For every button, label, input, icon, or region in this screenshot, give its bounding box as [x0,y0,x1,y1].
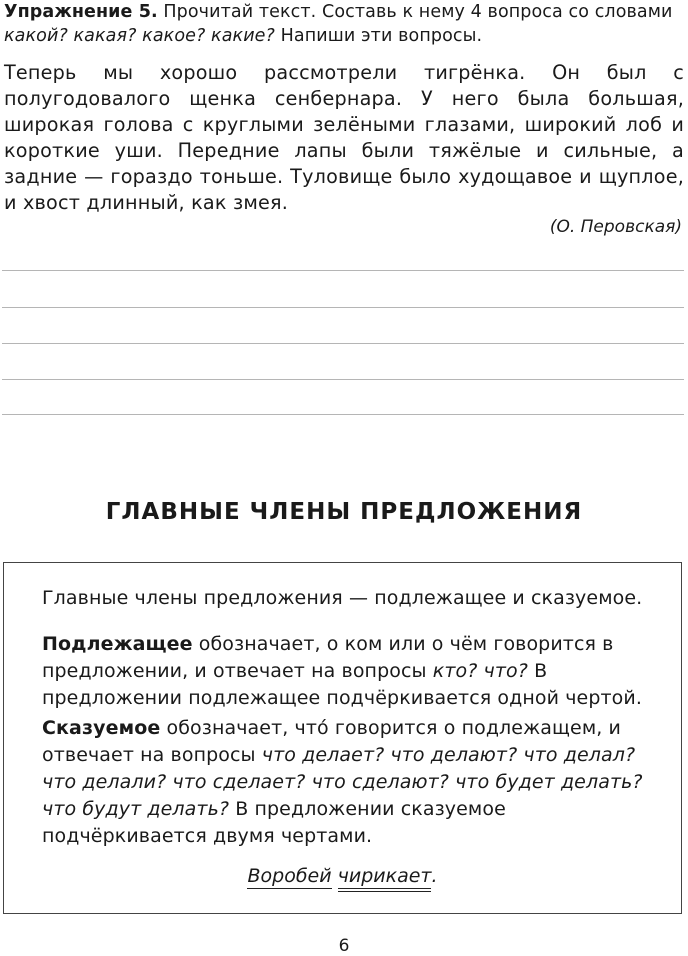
rule-subject [42,631,672,712]
exercise-instruction-end: Напиши эти вопросы. [274,26,483,46]
answer-line [2,379,684,380]
rule-intro: Главные члены предложения — подлежащее и сказуемое. [42,587,643,609]
answer-line [2,270,684,271]
section-title: ГЛАВНЫЕ ЧЛЕНЫ ПРЕДЛОЖЕНИЯ [105,499,583,525]
rule-example [4,865,681,887]
predicate-definition: обозначает, что́ говорится о подлежащем, и отвечает на вопросы [42,717,621,766]
rule-predicate [42,715,672,850]
example-predicate: чирикает [338,865,432,892]
subject-underline-note: В предложении подлежащее подчёркивается одной чертой. [42,660,642,709]
passage-text: Теперь мы хорошо рассмотрели тигрёнка. Он был с полугодовалого щенка сенбернара. У него была большая, широкая голова с круглыми зелёными глазами, широкий лоб и короткие уши. Передние лапы были тяжёлые и сильные, а задние — гораздо тоньше. Туловище было худощавое и щуплое, и хвост длинный, как змея. [4,61,684,214]
answer-line [2,343,684,344]
answer-line [2,414,684,415]
subject-definition: обозначает, о ком или о чём говорится в предложении, и отвечает на вопросы [42,633,614,682]
exercise-instruction-text: Прочитай текст. Составь к нему 4 вопроса со словами [157,2,673,22]
subject-questions: кто? что? [432,660,528,682]
exercise-instruction [4,0,684,48]
exercise-question-words: какой? какая? какое? какие? [4,26,275,46]
example-subject: Воробей [247,865,332,887]
predicate-term: Сказуемое [42,717,161,739]
answer-line [2,307,684,308]
exercise-label: Упражнение 5. [4,2,158,22]
passage-author: (О. Перовская) [549,217,682,237]
predicate-questions: что делает? что делают? что делал? что делали? что сделает? что сделают? что будет делать? что будут делать? [42,744,643,820]
example-end: . [431,865,438,887]
subject-term: Подлежащее [42,633,193,655]
page-number: 6 [338,936,350,956]
predicate-underline-note: В предложении сказуемое подчёркивается двумя чертами. [42,798,506,847]
rule-box [3,562,682,914]
